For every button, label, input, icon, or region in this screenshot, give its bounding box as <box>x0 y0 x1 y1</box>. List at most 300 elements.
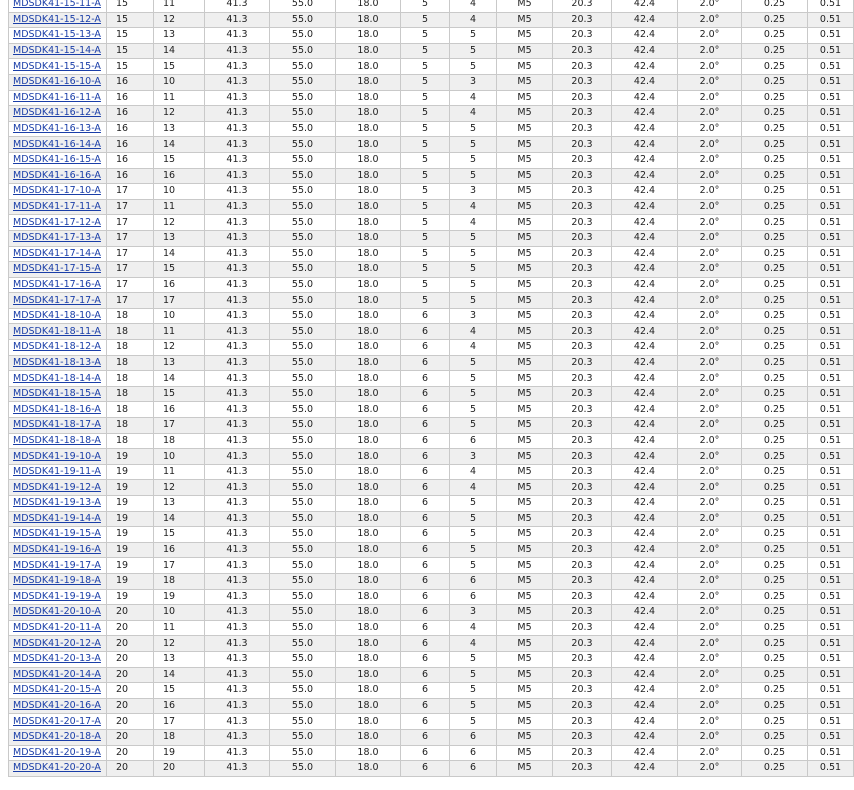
cell-thread: M5 <box>497 683 553 699</box>
cell-col-10: 20.3 <box>553 262 612 278</box>
part-number-link[interactable]: MDSDK41-19-16-A <box>13 544 101 556</box>
cell-col-6: 18.0 <box>336 106 401 122</box>
cell-col-7: 6 <box>401 558 450 574</box>
cell-angle: 2.0° <box>678 12 742 28</box>
table-row <box>9 340 854 356</box>
cell-col-13: 0.25 <box>742 152 808 168</box>
cell-col-10: 20.3 <box>553 386 612 402</box>
cell-angle: 2.0° <box>678 215 742 231</box>
cell-col-2: 18 <box>107 308 154 324</box>
cell-col-4: 41.3 <box>205 433 270 449</box>
cell-thread: M5 <box>497 651 553 667</box>
cell-col-3: 13 <box>154 651 205 667</box>
cell-thread: M5 <box>497 480 553 496</box>
part-number-link[interactable]: MDSDK41-19-15-A <box>13 528 101 540</box>
cell-col-11: 42.4 <box>612 74 678 90</box>
cell-col-14: 0.51 <box>808 480 854 496</box>
part-number-link[interactable]: MDSDK41-18-16-A <box>13 403 101 415</box>
cell-col-4: 41.3 <box>205 0 270 12</box>
cell-col-3: 16 <box>154 168 205 184</box>
cell-col-3: 14 <box>154 137 205 153</box>
part-number-link[interactable]: MDSDK41-18-12-A <box>13 341 101 353</box>
cell-col-5: 55.0 <box>270 168 336 184</box>
part-number-link[interactable]: MDSDK41-20-10-A <box>13 606 101 618</box>
cell-col-5: 55.0 <box>270 215 336 231</box>
table-row <box>9 714 854 730</box>
cell-col-7: 6 <box>401 371 450 387</box>
cell-col-6: 18.0 <box>336 308 401 324</box>
cell-col-10: 20.3 <box>553 558 612 574</box>
cell-col-14: 0.51 <box>808 433 854 449</box>
cell-col-14: 0.51 <box>808 651 854 667</box>
table-row <box>9 667 854 683</box>
part-number-link[interactable]: MDSDK41-20-19-A <box>13 746 101 758</box>
cell-angle: 2.0° <box>678 761 742 777</box>
cell-col-2: 20 <box>107 651 154 667</box>
cell-col-11: 42.4 <box>612 12 678 28</box>
cell-col-13: 0.25 <box>742 355 808 371</box>
cell-col-11: 42.4 <box>612 340 678 356</box>
cell-col-3: 15 <box>154 59 205 75</box>
table-row <box>9 152 854 168</box>
cell-col-13: 0.25 <box>742 589 808 605</box>
part-number-link[interactable]: MDSDK41-18-13-A <box>13 356 101 368</box>
cell-col-10: 20.3 <box>553 761 612 777</box>
cell-col-2: 17 <box>107 230 154 246</box>
part-number-link[interactable]: MDSDK41-15-11-A <box>13 0 101 10</box>
cell-col-4: 41.3 <box>205 277 270 293</box>
cell-col-14: 0.51 <box>808 215 854 231</box>
cell-thread: M5 <box>497 729 553 745</box>
cell-col-4: 41.3 <box>205 90 270 106</box>
cell-col-8: 5 <box>450 542 497 558</box>
cell-col-2: 17 <box>107 246 154 262</box>
cell-col-4: 41.3 <box>205 184 270 200</box>
part-number-link[interactable]: MDSDK41-20-14-A <box>13 668 101 680</box>
cell-col-6: 18.0 <box>336 199 401 215</box>
spec-table-body <box>9 0 854 776</box>
cell-col-5: 55.0 <box>270 480 336 496</box>
cell-col-5: 55.0 <box>270 464 336 480</box>
cell-col-7: 5 <box>401 90 450 106</box>
cell-col-8: 6 <box>450 761 497 777</box>
cell-col-7: 5 <box>401 59 450 75</box>
cell-col-4: 41.3 <box>205 527 270 543</box>
cell-col-13: 0.25 <box>742 714 808 730</box>
cell-part-number <box>9 573 107 589</box>
cell-col-4: 41.3 <box>205 589 270 605</box>
cell-col-2: 20 <box>107 761 154 777</box>
table-row <box>9 74 854 90</box>
cell-col-11: 42.4 <box>612 729 678 745</box>
cell-col-8: 4 <box>450 324 497 340</box>
cell-col-3: 16 <box>154 698 205 714</box>
cell-col-14: 0.51 <box>808 511 854 527</box>
cell-col-14: 0.51 <box>808 371 854 387</box>
cell-part-number <box>9 761 107 777</box>
table-row <box>9 605 854 621</box>
cell-col-13: 0.25 <box>742 496 808 512</box>
cell-col-14: 0.51 <box>808 308 854 324</box>
cell-col-5: 55.0 <box>270 433 336 449</box>
cell-col-3: 18 <box>154 573 205 589</box>
cell-thread: M5 <box>497 152 553 168</box>
cell-col-8: 5 <box>450 262 497 278</box>
part-number-link[interactable]: MDSDK41-17-14-A <box>13 247 101 259</box>
cell-thread: M5 <box>497 511 553 527</box>
cell-col-14: 0.51 <box>808 386 854 402</box>
part-number-link[interactable]: MDSDK41-16-10-A <box>13 76 101 88</box>
cell-col-6: 18.0 <box>336 449 401 465</box>
cell-col-13: 0.25 <box>742 340 808 356</box>
cell-col-8: 3 <box>450 308 497 324</box>
cell-col-14: 0.51 <box>808 558 854 574</box>
cell-col-13: 0.25 <box>742 0 808 12</box>
cell-col-4: 41.3 <box>205 215 270 231</box>
cell-col-5: 55.0 <box>270 558 336 574</box>
cell-thread: M5 <box>497 449 553 465</box>
cell-col-11: 42.4 <box>612 106 678 122</box>
table-row <box>9 464 854 480</box>
cell-col-4: 41.3 <box>205 620 270 636</box>
part-number-link[interactable]: MDSDK41-18-15-A <box>13 388 101 400</box>
cell-thread: M5 <box>497 402 553 418</box>
cell-col-10: 20.3 <box>553 340 612 356</box>
cell-col-8: 5 <box>450 168 497 184</box>
cell-angle: 2.0° <box>678 43 742 59</box>
cell-col-11: 42.4 <box>612 230 678 246</box>
cell-thread: M5 <box>497 464 553 480</box>
table-row <box>9 386 854 402</box>
cell-col-11: 42.4 <box>612 293 678 309</box>
cell-angle: 2.0° <box>678 589 742 605</box>
spec-table <box>8 0 854 777</box>
cell-part-number <box>9 106 107 122</box>
cell-col-11: 42.4 <box>612 683 678 699</box>
part-number-link[interactable]: MDSDK41-19-11-A <box>13 466 101 478</box>
cell-col-3: 12 <box>154 215 205 231</box>
cell-col-8: 5 <box>450 511 497 527</box>
cell-angle: 2.0° <box>678 542 742 558</box>
part-number-link[interactable]: MDSDK41-19-10-A <box>13 450 101 462</box>
cell-col-3: 20 <box>154 761 205 777</box>
part-number-link[interactable]: MDSDK41-15-12-A <box>13 13 101 25</box>
cell-col-4: 41.3 <box>205 137 270 153</box>
cell-angle: 2.0° <box>678 745 742 761</box>
cell-thread: M5 <box>497 0 553 12</box>
cell-col-10: 20.3 <box>553 683 612 699</box>
cell-angle: 2.0° <box>678 308 742 324</box>
cell-col-4: 41.3 <box>205 106 270 122</box>
cell-col-10: 20.3 <box>553 12 612 28</box>
part-number-link[interactable]: MDSDK41-18-17-A <box>13 419 101 431</box>
part-number-link[interactable]: MDSDK41-16-15-A <box>13 154 101 166</box>
cell-col-5: 55.0 <box>270 308 336 324</box>
cell-col-11: 42.4 <box>612 667 678 683</box>
part-number-link[interactable]: MDSDK41-17-10-A <box>13 185 101 197</box>
part-number-link[interactable]: MDSDK41-20-15-A <box>13 684 101 696</box>
cell-col-4: 41.3 <box>205 371 270 387</box>
cell-col-8: 5 <box>450 246 497 262</box>
cell-col-5: 55.0 <box>270 402 336 418</box>
cell-col-6: 18.0 <box>336 527 401 543</box>
cell-col-6: 18.0 <box>336 324 401 340</box>
part-number-link[interactable]: MDSDK41-17-11-A <box>13 201 101 213</box>
cell-angle: 2.0° <box>678 324 742 340</box>
cell-thread: M5 <box>497 277 553 293</box>
cell-col-8: 5 <box>450 698 497 714</box>
part-number-link[interactable]: MDSDK41-20-16-A <box>13 700 101 712</box>
part-number-link[interactable]: MDSDK41-16-14-A <box>13 138 101 150</box>
cell-col-14: 0.51 <box>808 324 854 340</box>
cell-col-7: 6 <box>401 683 450 699</box>
cell-col-3: 16 <box>154 542 205 558</box>
cell-col-5: 55.0 <box>270 620 336 636</box>
cell-thread: M5 <box>497 246 553 262</box>
table-row <box>9 137 854 153</box>
table-row <box>9 324 854 340</box>
part-number-link[interactable]: MDSDK41-15-13-A <box>13 29 101 41</box>
cell-col-10: 20.3 <box>553 449 612 465</box>
table-row <box>9 636 854 652</box>
table-row <box>9 480 854 496</box>
cell-col-2: 20 <box>107 620 154 636</box>
cell-col-2: 18 <box>107 386 154 402</box>
part-number-link[interactable]: MDSDK41-19-19-A <box>13 590 101 602</box>
cell-thread: M5 <box>497 433 553 449</box>
part-number-link[interactable]: MDSDK41-17-15-A <box>13 263 101 275</box>
cell-col-11: 42.4 <box>612 324 678 340</box>
table-row <box>9 355 854 371</box>
cell-col-7: 6 <box>401 605 450 621</box>
part-number-link[interactable]: MDSDK41-17-16-A <box>13 278 101 290</box>
part-number-link[interactable]: MDSDK41-18-10-A <box>13 310 101 322</box>
cell-col-13: 0.25 <box>742 651 808 667</box>
cell-col-8: 3 <box>450 449 497 465</box>
cell-col-2: 18 <box>107 355 154 371</box>
part-number-link[interactable]: MDSDK41-20-13-A <box>13 653 101 665</box>
cell-col-7: 6 <box>401 464 450 480</box>
table-row <box>9 308 854 324</box>
cell-col-4: 41.3 <box>205 152 270 168</box>
part-number-link[interactable]: MDSDK41-16-11-A <box>13 91 101 103</box>
cell-col-10: 20.3 <box>553 43 612 59</box>
cell-col-13: 0.25 <box>742 308 808 324</box>
cell-col-6: 18.0 <box>336 262 401 278</box>
cell-col-3: 11 <box>154 324 205 340</box>
cell-col-4: 41.3 <box>205 402 270 418</box>
cell-col-7: 6 <box>401 480 450 496</box>
cell-col-11: 42.4 <box>612 433 678 449</box>
cell-col-13: 0.25 <box>742 262 808 278</box>
cell-part-number <box>9 0 107 12</box>
cell-col-10: 20.3 <box>553 542 612 558</box>
cell-col-8: 3 <box>450 184 497 200</box>
cell-col-3: 11 <box>154 199 205 215</box>
cell-col-6: 18.0 <box>336 230 401 246</box>
part-number-link[interactable]: MDSDK41-20-18-A <box>13 731 101 743</box>
part-number-link[interactable]: MDSDK41-19-13-A <box>13 497 101 509</box>
cell-col-2: 16 <box>107 137 154 153</box>
cell-col-11: 42.4 <box>612 480 678 496</box>
cell-col-4: 41.3 <box>205 511 270 527</box>
part-number-link[interactable]: MDSDK41-17-13-A <box>13 232 101 244</box>
cell-col-5: 55.0 <box>270 137 336 153</box>
cell-angle: 2.0° <box>678 230 742 246</box>
cell-col-3: 15 <box>154 152 205 168</box>
cell-col-5: 55.0 <box>270 449 336 465</box>
cell-angle: 2.0° <box>678 620 742 636</box>
cell-col-3: 17 <box>154 558 205 574</box>
part-number-link[interactable]: MDSDK41-16-13-A <box>13 123 101 135</box>
cell-col-14: 0.51 <box>808 589 854 605</box>
part-number-link[interactable]: MDSDK41-17-12-A <box>13 216 101 228</box>
cell-col-6: 18.0 <box>336 496 401 512</box>
cell-col-13: 0.25 <box>742 12 808 28</box>
cell-col-14: 0.51 <box>808 402 854 418</box>
cell-col-2: 20 <box>107 714 154 730</box>
cell-col-14: 0.51 <box>808 729 854 745</box>
table-row <box>9 90 854 106</box>
cell-col-6: 18.0 <box>336 0 401 12</box>
cell-col-5: 55.0 <box>270 589 336 605</box>
cell-col-6: 18.0 <box>336 558 401 574</box>
cell-col-7: 6 <box>401 761 450 777</box>
cell-col-3: 15 <box>154 386 205 402</box>
cell-col-6: 18.0 <box>336 573 401 589</box>
cell-col-8: 5 <box>450 230 497 246</box>
cell-col-11: 42.4 <box>612 714 678 730</box>
cell-col-3: 11 <box>154 0 205 12</box>
part-number-link[interactable]: MDSDK41-20-11-A <box>13 622 101 634</box>
cell-thread: M5 <box>497 698 553 714</box>
part-number-link[interactable]: MDSDK41-18-11-A <box>13 325 101 337</box>
table-row <box>9 620 854 636</box>
cell-col-14: 0.51 <box>808 542 854 558</box>
cell-col-8: 4 <box>450 620 497 636</box>
cell-thread: M5 <box>497 59 553 75</box>
cell-col-3: 13 <box>154 28 205 44</box>
cell-col-10: 20.3 <box>553 418 612 434</box>
cell-col-13: 0.25 <box>742 324 808 340</box>
cell-col-7: 6 <box>401 527 450 543</box>
cell-col-5: 55.0 <box>270 729 336 745</box>
cell-col-14: 0.51 <box>808 230 854 246</box>
cell-col-5: 55.0 <box>270 371 336 387</box>
cell-col-2: 16 <box>107 90 154 106</box>
cell-col-10: 20.3 <box>553 152 612 168</box>
cell-col-4: 41.3 <box>205 558 270 574</box>
cell-col-14: 0.51 <box>808 106 854 122</box>
cell-col-3: 12 <box>154 106 205 122</box>
cell-col-2: 16 <box>107 74 154 90</box>
cell-col-6: 18.0 <box>336 433 401 449</box>
part-number-link[interactable]: MDSDK41-18-18-A <box>13 434 101 446</box>
cell-col-5: 55.0 <box>270 386 336 402</box>
part-number-link[interactable]: MDSDK41-18-14-A <box>13 372 101 384</box>
cell-angle: 2.0° <box>678 293 742 309</box>
cell-angle: 2.0° <box>678 386 742 402</box>
cell-col-5: 55.0 <box>270 90 336 106</box>
part-number-link[interactable]: MDSDK41-16-12-A <box>13 107 101 119</box>
cell-col-6: 18.0 <box>336 418 401 434</box>
cell-part-number <box>9 667 107 683</box>
part-number-link[interactable]: MDSDK41-19-18-A <box>13 575 101 587</box>
cell-part-number <box>9 386 107 402</box>
cell-col-2: 20 <box>107 698 154 714</box>
cell-col-13: 0.25 <box>742 106 808 122</box>
cell-col-3: 14 <box>154 371 205 387</box>
part-number-link[interactable]: MDSDK41-20-20-A <box>13 762 101 774</box>
cell-col-8: 5 <box>450 43 497 59</box>
part-number-link[interactable]: MDSDK41-19-17-A <box>13 559 101 571</box>
cell-col-6: 18.0 <box>336 43 401 59</box>
cell-col-11: 42.4 <box>612 168 678 184</box>
cell-col-8: 5 <box>450 402 497 418</box>
cell-part-number <box>9 246 107 262</box>
table-row <box>9 729 854 745</box>
cell-col-7: 5 <box>401 184 450 200</box>
cell-col-10: 20.3 <box>553 355 612 371</box>
cell-col-8: 6 <box>450 433 497 449</box>
part-number-link[interactable]: MDSDK41-16-16-A <box>13 169 101 181</box>
cell-col-14: 0.51 <box>808 605 854 621</box>
table-row <box>9 761 854 777</box>
cell-thread: M5 <box>497 121 553 137</box>
cell-col-13: 0.25 <box>742 511 808 527</box>
cell-col-13: 0.25 <box>742 729 808 745</box>
part-number-link[interactable]: MDSDK41-15-15-A <box>13 60 101 72</box>
table-row <box>9 371 854 387</box>
cell-col-3: 14 <box>154 667 205 683</box>
cell-col-11: 42.4 <box>612 589 678 605</box>
cell-col-13: 0.25 <box>742 620 808 636</box>
cell-part-number <box>9 402 107 418</box>
part-number-link[interactable]: MDSDK41-19-14-A <box>13 512 101 524</box>
cell-col-2: 17 <box>107 215 154 231</box>
part-number-link[interactable]: MDSDK41-15-14-A <box>13 45 101 57</box>
part-number-link[interactable]: MDSDK41-19-12-A <box>13 481 101 493</box>
cell-col-6: 18.0 <box>336 137 401 153</box>
cell-part-number <box>9 745 107 761</box>
cell-col-5: 55.0 <box>270 761 336 777</box>
cell-col-6: 18.0 <box>336 184 401 200</box>
cell-col-7: 5 <box>401 137 450 153</box>
part-number-link[interactable]: MDSDK41-20-17-A <box>13 715 101 727</box>
cell-col-10: 20.3 <box>553 605 612 621</box>
part-number-link[interactable]: MDSDK41-20-12-A <box>13 637 101 649</box>
cell-col-3: 18 <box>154 729 205 745</box>
cell-part-number <box>9 418 107 434</box>
cell-col-6: 18.0 <box>336 74 401 90</box>
cell-col-7: 6 <box>401 308 450 324</box>
cell-col-10: 20.3 <box>553 511 612 527</box>
part-number-link[interactable]: MDSDK41-17-17-A <box>13 294 101 306</box>
cell-col-14: 0.51 <box>808 683 854 699</box>
cell-col-2: 20 <box>107 745 154 761</box>
cell-part-number <box>9 355 107 371</box>
cell-part-number <box>9 28 107 44</box>
cell-col-10: 20.3 <box>553 729 612 745</box>
cell-col-11: 42.4 <box>612 496 678 512</box>
cell-col-7: 6 <box>401 386 450 402</box>
table-row <box>9 28 854 44</box>
cell-col-7: 5 <box>401 28 450 44</box>
cell-col-5: 55.0 <box>270 28 336 44</box>
cell-col-3: 15 <box>154 527 205 543</box>
cell-col-8: 5 <box>450 28 497 44</box>
cell-angle: 2.0° <box>678 199 742 215</box>
